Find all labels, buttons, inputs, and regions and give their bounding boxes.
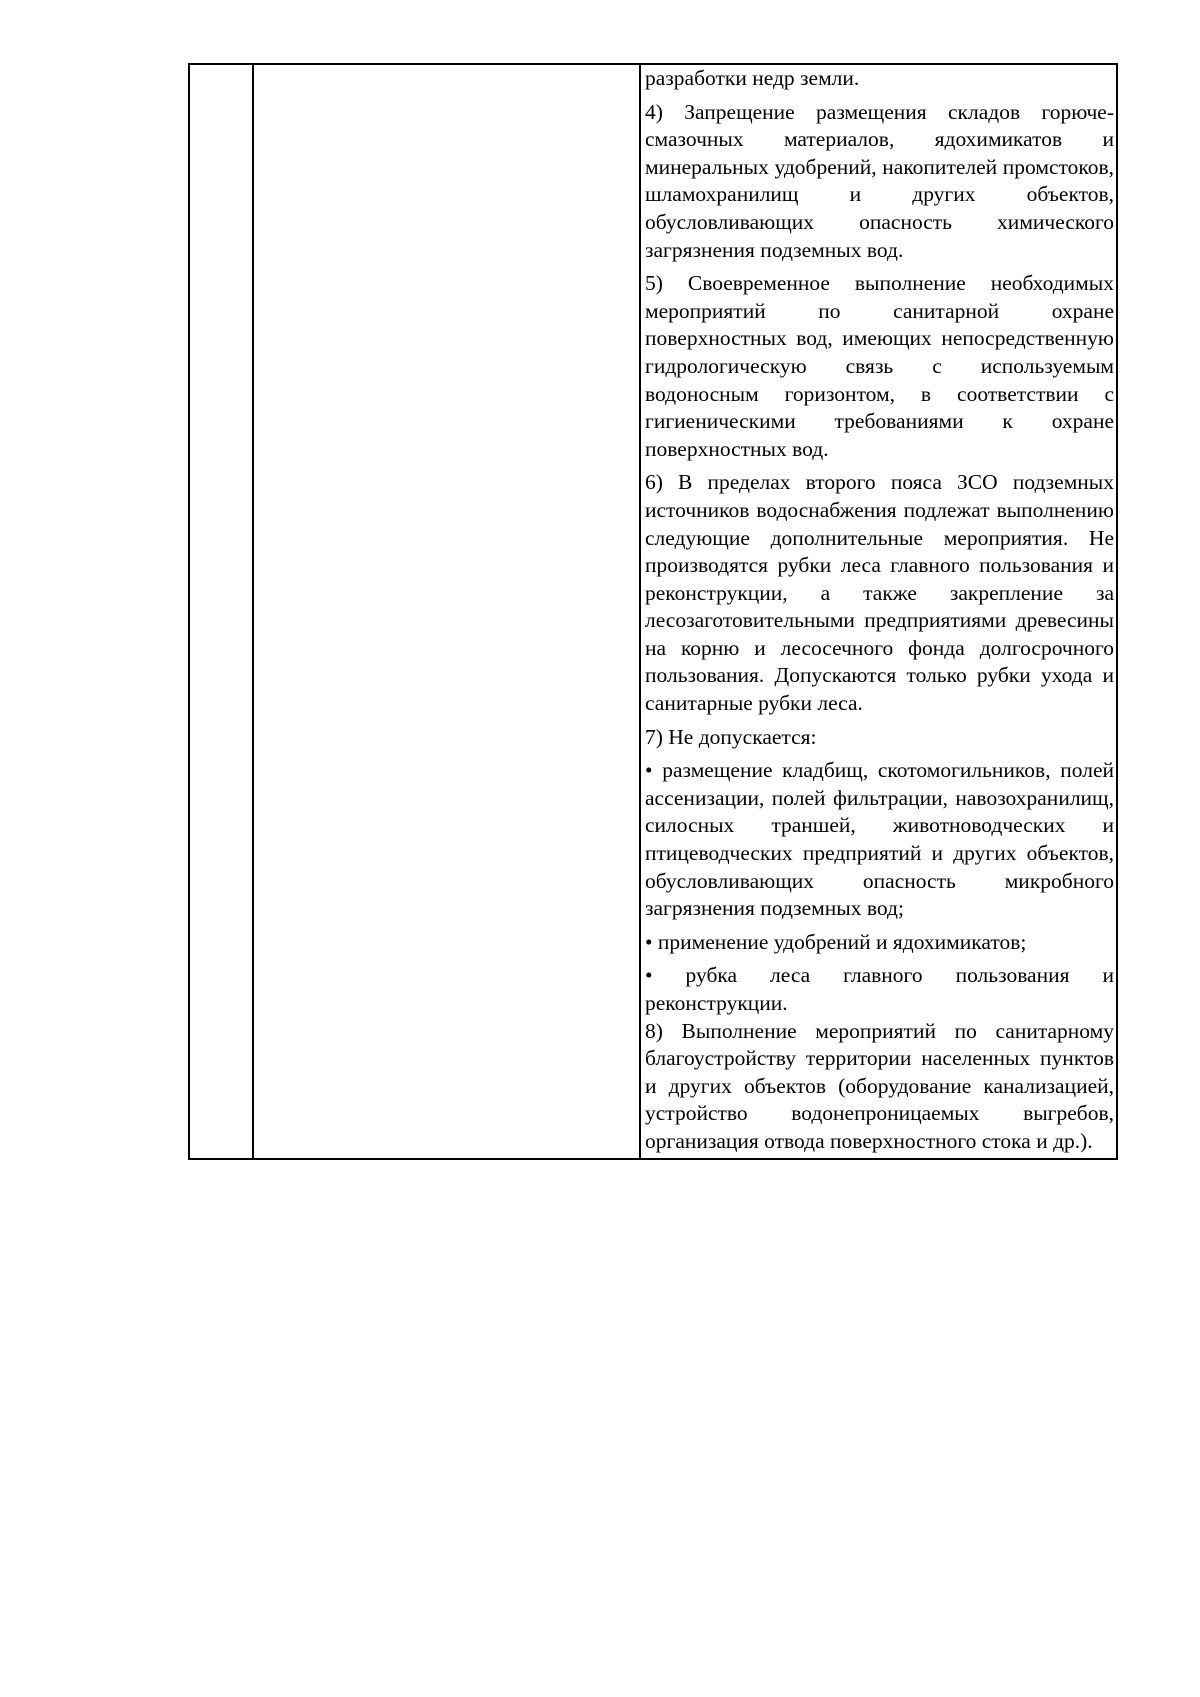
table-row	[189, 64, 1117, 1159]
bullet-item: • размещение кладбищ, скотомогильников, полей ассенизации, полей фильтрации, навозохранилищ, силосных траншей, животноводческих и птицеводческих предприятий и других объектов, обусловливающих опасность микробного загрязнения подземных вод;	[645, 758, 1114, 921]
bullet-item: • применение удобрений и ядохимикатов;	[645, 929, 1027, 954]
cell-content	[641, 65, 1116, 1158]
measures-table	[188, 63, 1118, 1160]
number-cell	[189, 64, 253, 1159]
paragraph-item-6: 6) В пределах второго пояса ЗСО подземных источников водоснабжения подлежат выполнению следующие дополнительные мероприятия. Не производятся рубки леса главного пользования и реконструкции, а также закрепление за лесозаготовительными предприятиями древесины на корню и лесосечного фонда долгосрочного пользования. Допускаются только рубки ухода и санитарные рубки леса.	[645, 470, 1114, 716]
paragraph-item-7: 7) Не допускается:	[645, 724, 817, 749]
paragraph-item-5: 5) Своевременное выполнение необходимых мероприятий по санитарной охране поверхностных вод, имеющих непосредственную гидрологическую связь с используемым водоносным горизонтом, в соответствии с гигиеническими требованиями к охране поверхностных вод.	[645, 271, 1114, 461]
name-cell	[253, 64, 640, 1159]
paragraph-item-4: 4) Запрещение размещения складов горюче-смазочных материалов, ядохимикатов и минеральных удобрений, накопителей промстоков, шламохранилищ и других объектов, обусловливающих опасность химического загрязнения подземных вод.	[645, 99, 1114, 262]
bullet-item: • рубка леса главного пользования и реконструкции.	[645, 963, 1114, 1015]
paragraph-item-8: 8) Выполнение мероприятий по санитарному благоустройству территории населенных пунктов и других объектов (оборудование канализацией, устройство водонепроницаемых выгребов, организация отвода поверхностного стока и др.).	[645, 1018, 1114, 1153]
text-cell	[640, 64, 1117, 1159]
paragraph-continuation: разработки недр земли.	[645, 66, 860, 90]
